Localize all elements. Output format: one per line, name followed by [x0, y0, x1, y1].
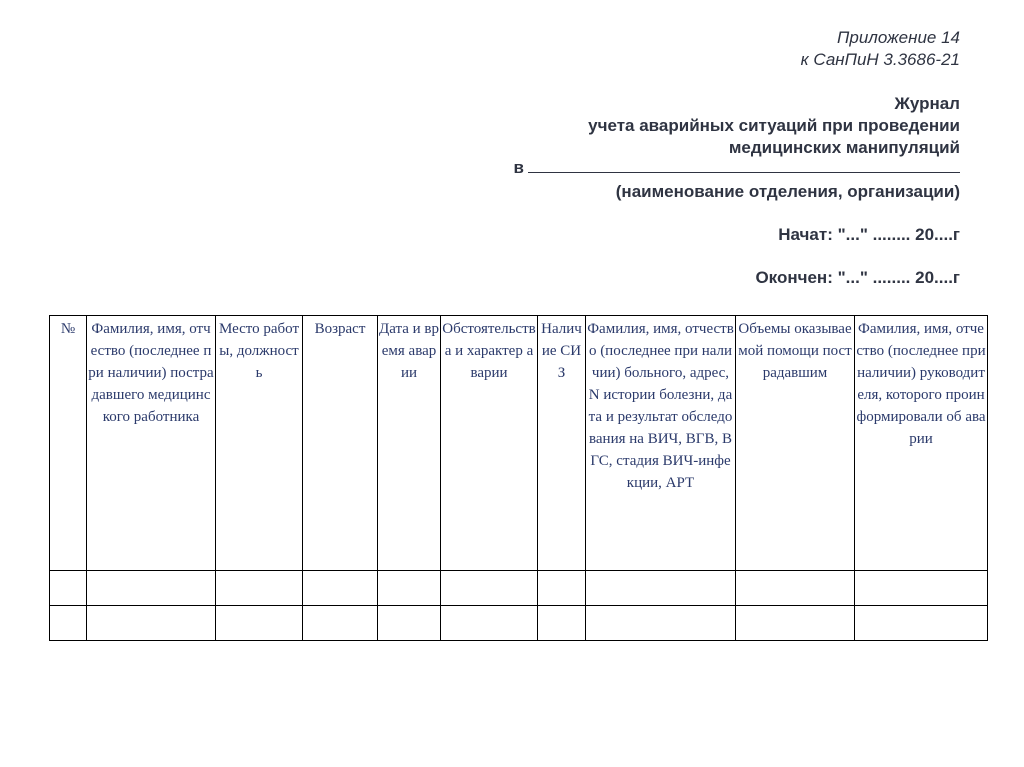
ended-date-line: Окончен: "..." ........ 20....г	[755, 268, 960, 287]
column-header-victim-name: Фамилия, имя, отчество (последнее при наличии) пострадавшего медицинского работника	[87, 316, 216, 571]
table-cell[interactable]	[441, 571, 538, 606]
table-cell[interactable]	[87, 571, 216, 606]
table-cell[interactable]	[216, 571, 303, 606]
organization-caption: (наименование отделения, организации)	[615, 182, 960, 201]
table-cell[interactable]	[586, 571, 736, 606]
table-row	[50, 606, 988, 641]
journal-subtitle-line2: медицинских манипуляций	[728, 138, 960, 157]
table-cell[interactable]	[303, 571, 378, 606]
table-header-row	[50, 316, 988, 571]
accident-log-table	[49, 315, 988, 641]
table-cell[interactable]	[736, 606, 855, 641]
table-cell[interactable]	[586, 606, 736, 641]
table-cell[interactable]	[538, 571, 586, 606]
table-cell[interactable]	[378, 606, 441, 641]
journal-subtitle-line1: учета аварийных ситуаций при проведении	[588, 116, 960, 135]
column-header-circumstances: Обстоятельства и характер аварии	[441, 316, 538, 571]
column-header-ppe: Наличие СИЗ	[538, 316, 586, 571]
column-header-assistance: Объемы оказываемой помощи пострадавшим	[736, 316, 855, 571]
started-date-line: Начат: "..." ........ 20....г	[778, 225, 960, 244]
organization-fill-line	[514, 157, 960, 178]
table-cell[interactable]	[50, 606, 87, 641]
column-header-patient-info: Фамилия, имя, отчество (последнее при наличии) больного, адрес, N истории болезни, дата и результат обследования на ВИЧ, ВГВ, ВГС, стадия ВИЧ-инфекции, АРТ	[586, 316, 736, 571]
column-header-workplace: Место работы, должность	[216, 316, 303, 571]
appendix-reference: к СанПиН 3.3686-21	[800, 50, 960, 69]
journal-title: Журнал	[894, 94, 960, 113]
table-cell[interactable]	[303, 606, 378, 641]
column-header-date-time: Дата и время аварии	[378, 316, 441, 571]
table-cell[interactable]	[441, 606, 538, 641]
table-cell[interactable]	[538, 606, 586, 641]
table-cell[interactable]	[855, 571, 988, 606]
table-cell[interactable]	[736, 571, 855, 606]
appendix-title: Приложение 14	[837, 28, 960, 47]
organization-blank-underline	[528, 158, 960, 173]
column-header-number: №	[50, 316, 87, 571]
in-prefix: в	[513, 158, 524, 177]
column-header-age: Возраст	[303, 316, 378, 571]
table-row	[50, 571, 988, 606]
table-cell[interactable]	[216, 606, 303, 641]
table-cell[interactable]	[50, 571, 87, 606]
column-header-supervisor: Фамилия, имя, отчество (последнее при наличии) руководителя, которого проинформировали об аварии	[855, 316, 988, 571]
table-cell[interactable]	[378, 571, 441, 606]
table-cell[interactable]	[87, 606, 216, 641]
table-cell[interactable]	[855, 606, 988, 641]
